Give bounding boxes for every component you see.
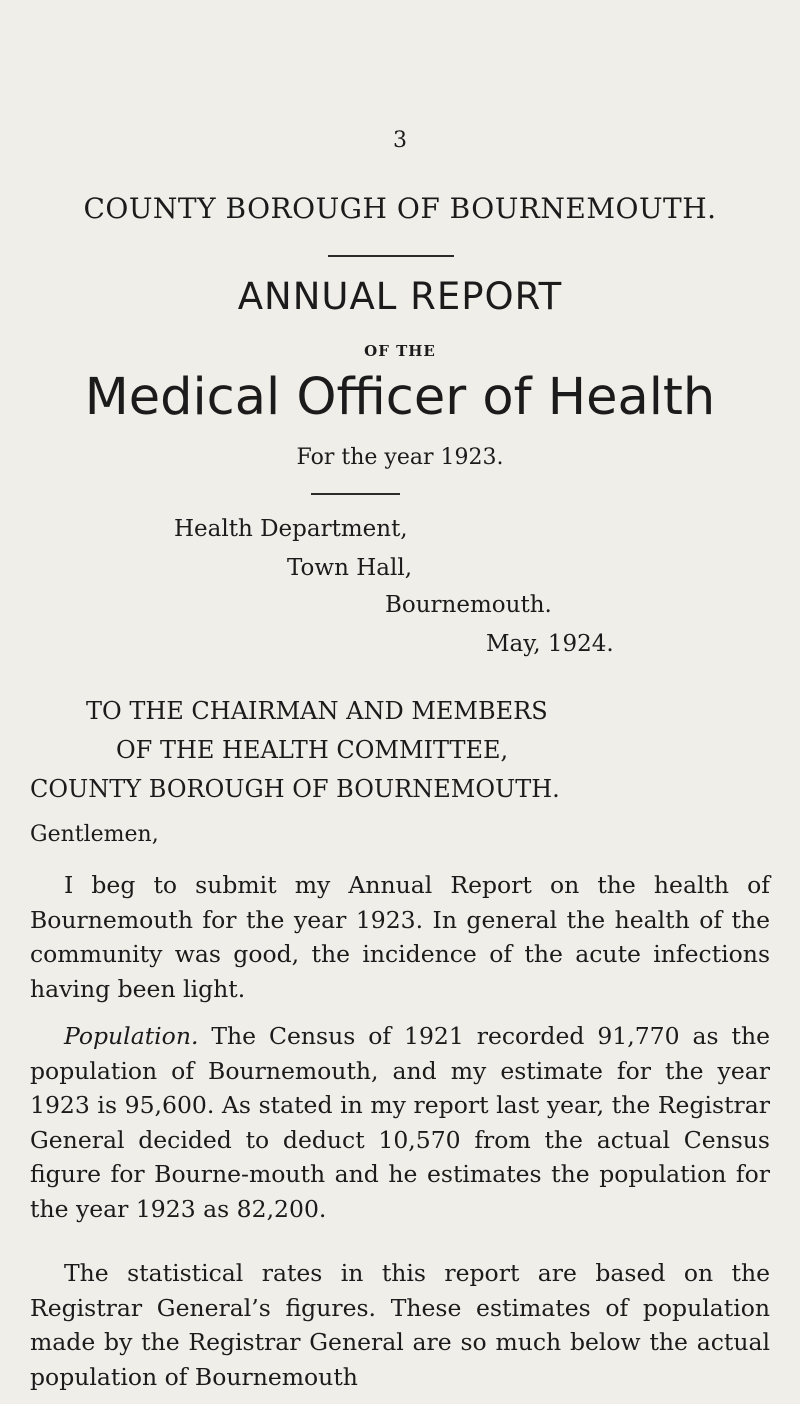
report-title: ANNUAL REPORT bbox=[237, 275, 563, 318]
of-the-caption: OF THE bbox=[364, 342, 436, 360]
paragraph-population bbox=[30, 1019, 770, 1226]
paragraph-population-text: The Census of 1921 recorded 91,770 as the population of Bournemouth, and my estimate for the year 1923 is 95,600. As stated in my report last year, the Registrar General decided to deduct 10,570 from the actual Census figure for Bourne-mouth and he estimates the population for the year 1923 as 82,200. bbox=[30, 1022, 770, 1223]
address-town: Bournemouth. bbox=[385, 592, 552, 618]
greeting: Gentlemen, bbox=[30, 822, 159, 847]
paragraph-intro: I beg to submit my Annual Report on the health of Bournemouth for the year 1923. In general the health of the community was good, the incidence of the acute infections having been light. bbox=[30, 871, 770, 1003]
address-department: Health Department, bbox=[174, 516, 408, 542]
paragraph-statistics: The statistical rates in this report are based on the Registrar General’s figures. These estimates of population made by the Registrar General are so much below the actual population of Bournemouth bbox=[30, 1259, 770, 1391]
page-number: 3 bbox=[393, 128, 407, 153]
report-year: For the year 1923. bbox=[296, 445, 504, 470]
salutation-line-1: TO THE CHAIRMAN AND MEMBERS bbox=[86, 697, 548, 725]
address-building: Town Hall, bbox=[287, 555, 413, 581]
salutation-line-3: COUNTY BOROUGH OF BOURNEMOUTH. bbox=[30, 775, 560, 803]
officer-title: Medical Officer of Health bbox=[84, 368, 716, 427]
divider-rule bbox=[328, 255, 454, 257]
divider-rule-short bbox=[311, 493, 400, 495]
document-title: COUNTY BOROUGH OF BOURNEMOUTH. bbox=[83, 192, 717, 225]
salutation-line-2: OF THE HEALTH COMMITTEE, bbox=[116, 736, 509, 764]
address-date: May, 1924. bbox=[486, 631, 614, 657]
paragraph-population-heading: Population. bbox=[64, 1022, 199, 1050]
